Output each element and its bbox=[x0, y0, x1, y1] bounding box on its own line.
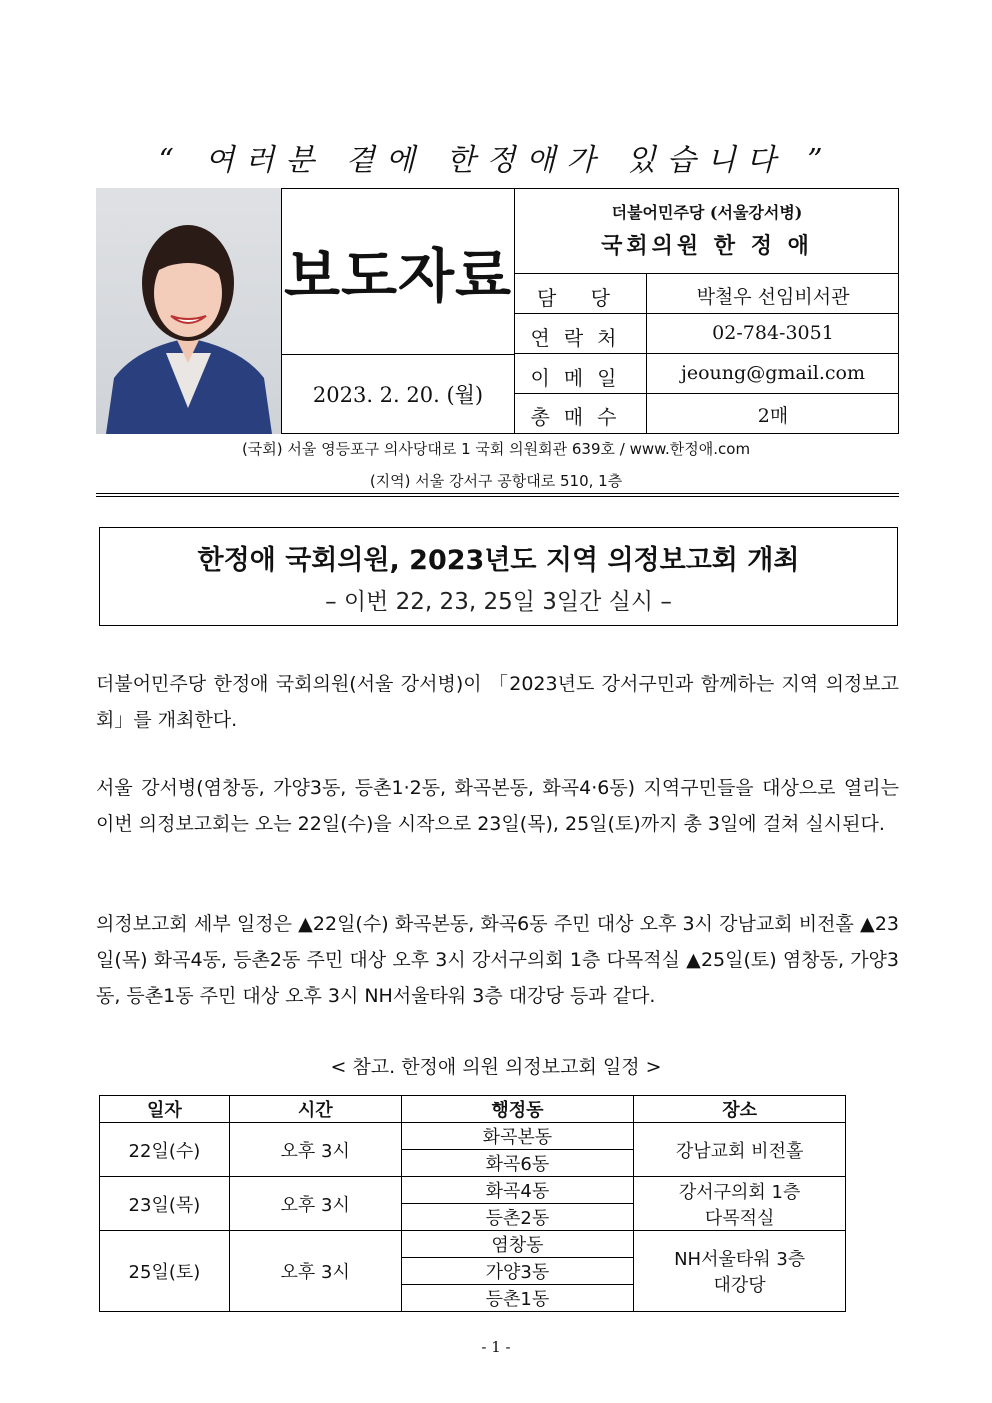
dong-cell: 등촌1동 bbox=[401, 1285, 634, 1312]
contact-label-email: 이메일 bbox=[530, 366, 631, 390]
venue-line: 강서구의회 1층 bbox=[678, 1181, 801, 1203]
doc-type-title: 보도자료 bbox=[283, 242, 513, 310]
dong-cell: 화곡본동 bbox=[401, 1123, 634, 1150]
venue-line: 대강당 bbox=[713, 1275, 766, 1296]
time-cell: 오후 3시 bbox=[229, 1123, 401, 1177]
dong-cell: 가양3동 bbox=[401, 1258, 634, 1285]
table-header-row bbox=[100, 1096, 846, 1123]
column-header: 시간 bbox=[229, 1096, 401, 1123]
press-header bbox=[96, 188, 899, 434]
party-name: 더불어민주당 (서울강서병) bbox=[611, 203, 803, 222]
page-number: - 1 - bbox=[481, 1338, 511, 1356]
dong-cell: 화곡4동 bbox=[401, 1177, 634, 1204]
slogan: “ 여러분 곁에 한정애가 있습니다 ” bbox=[158, 143, 834, 178]
member-name: 국회의원 한 정 애 bbox=[601, 233, 813, 259]
column-header: 장소 bbox=[634, 1096, 846, 1123]
contact-value-manager: 박철우 선임비서관 bbox=[696, 286, 850, 308]
table-row bbox=[100, 1231, 846, 1258]
body-paragraph-3: 의정보고회 세부 일정은 ▲22일(수) 화곡본동, 화곡6동 주민 대상 오후 3시 강남교회 비전홀 ▲23일(목) 화곡4동, 등촌2동 주민 대상 오후 3시 강서구의회 1층 다목적실 ▲25일(토) 염창동, 가양3동, 등촌1동 주민 대상 오후 3시 NH서울타워 3층 대강당 등과 같다. bbox=[96, 913, 899, 1007]
table-row bbox=[100, 1123, 846, 1150]
dong-cell: 화곡6동 bbox=[401, 1150, 634, 1177]
venue-cell bbox=[634, 1123, 846, 1177]
venue-line: 강남교회 비전홀 bbox=[675, 1140, 804, 1162]
release-date: 2023. 2. 20. (월) bbox=[312, 383, 484, 407]
time-cell: 오후 3시 bbox=[229, 1177, 401, 1231]
contact-value-pages: 2매 bbox=[757, 405, 789, 427]
venue-cell bbox=[634, 1231, 846, 1312]
local-address: (지역) 서울 강서구 공항대로 510, 1층 bbox=[369, 472, 623, 490]
column-header: 일자 bbox=[100, 1096, 230, 1123]
table-row bbox=[100, 1177, 846, 1204]
contact-value-phone: 02-784-3051 bbox=[712, 322, 834, 344]
date-cell: 25일(토) bbox=[100, 1231, 230, 1312]
date-cell: 23일(목) bbox=[100, 1177, 230, 1231]
member-photo bbox=[96, 188, 281, 434]
schedule-caption: < 참고. 한정애 의원 의정보고회 일정 > bbox=[330, 1056, 662, 1078]
contact-label-phone: 연락처 bbox=[530, 326, 631, 350]
venue-line: NH서울타워 3층 bbox=[674, 1249, 806, 1270]
body-paragraph-2: 서울 강서병(염창동, 가양3동, 등촌1·2동, 화곡본동, 화곡4·6동) 지역구민들을 대상으로 열리는 이번 의정보고회는 오는 22일(수)을 시작으로 23일(목), 25일(토)까지 총 3일에 걸쳐 실시된다. bbox=[96, 777, 899, 835]
venue-line: 다목적실 bbox=[704, 1207, 775, 1229]
headline-box bbox=[99, 527, 898, 626]
date-cell: 22일(수) bbox=[100, 1123, 230, 1177]
dong-cell: 등촌2동 bbox=[401, 1204, 634, 1231]
time-cell: 오후 3시 bbox=[229, 1231, 401, 1312]
schedule-table bbox=[99, 1095, 846, 1312]
headline-subtitle: – 이번 22, 23, 25일 3일간 실시 – bbox=[325, 589, 672, 615]
body-paragraph-1: 더불어민주당 한정애 국회의원(서울 강서병)이 「2023년도 강서구민과 함께하는 지역 의정보고회」를 개최한다. bbox=[96, 673, 899, 731]
dong-cell: 염창동 bbox=[401, 1231, 634, 1258]
venue-cell bbox=[634, 1177, 846, 1231]
assembly-address: (국회) 서울 영등포구 의사당대로 1 국회 의원회관 639호 / www.한정애.com bbox=[241, 440, 751, 458]
contact-label-manager: 담 당 bbox=[537, 286, 624, 310]
column-header: 행정동 bbox=[401, 1096, 634, 1123]
headline-title: 한정애 국회의원, 2023년도 지역 의정보고회 개최 bbox=[197, 545, 800, 576]
contact-label-pages: 총매수 bbox=[530, 405, 631, 429]
contact-value-email[interactable]: jeoung@gmail.com bbox=[680, 362, 865, 384]
